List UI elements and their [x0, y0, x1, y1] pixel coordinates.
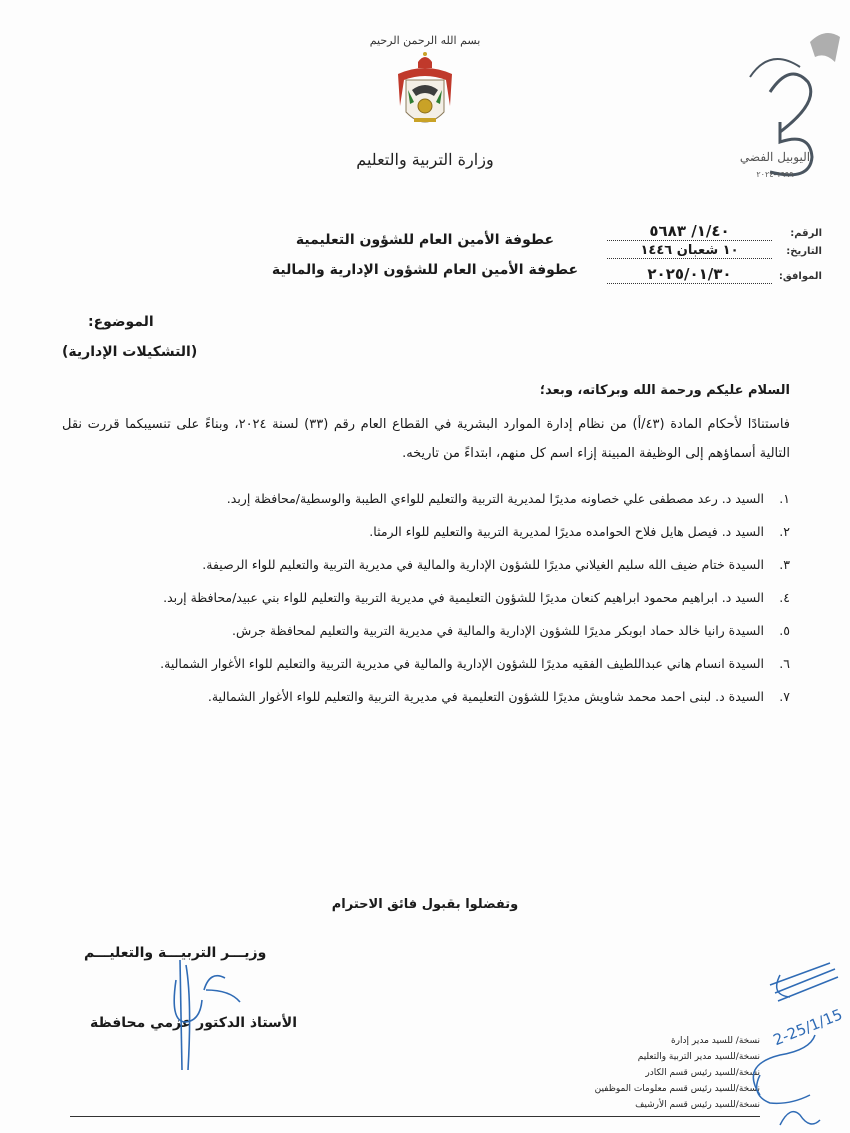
copies-list	[595, 1033, 760, 1113]
gregorian-date-label: الموافق:	[778, 271, 822, 282]
copy-recipient: نسخة/ للسيد مدير إدارة	[670, 1036, 760, 1046]
annotation-date: 2-25/1/15	[770, 1005, 845, 1050]
closing-line: وتفضلوا بقبول فائق الاحترام	[331, 897, 519, 912]
list-item	[62, 581, 790, 614]
signatory-title: وزيـــر التربيـــة والتعليـــم	[84, 945, 267, 961]
greeting: السلام عليكم ورحمة الله وبركاته، وبعد؛	[539, 383, 790, 398]
ministry-name: وزارة التربية والتعليم	[356, 150, 494, 169]
gregorian-date-row	[607, 265, 822, 284]
item-text: السيد د. رعد مصطفى علي خصاونه مديرًا لمديرية التربية والتعليم للواءي الطيبة والوسطية/محافظة إربد.	[226, 491, 764, 506]
subject-label: الموضوع:	[88, 314, 154, 330]
list-item	[62, 482, 790, 515]
handwritten-signature-icon	[140, 960, 250, 1070]
jubilee-years: ١٩٩٩-٢٠٢٤	[756, 170, 794, 179]
addressee-1: عطوفة الأمين العام للشؤون التعليمية	[295, 232, 555, 248]
basmala: بسم الله الرحمن الرحيم	[369, 34, 481, 47]
jordan-coat-of-arms-icon	[390, 50, 460, 145]
copy-recipient: نسخة/للسيد رئيس قسم الأرشيف	[635, 1100, 760, 1110]
item-text: السيد د. ابراهيم محمود ابراهيم كنعان مديرًا للشؤون التعليمية في مديرية التربية والتعليم للواء بني عبيد/محافظة إربد.	[163, 590, 764, 605]
handwritten-annotation-icon	[740, 955, 850, 1133]
hijri-date-label: التاريخ:	[786, 246, 822, 257]
silver-jubilee-logo-icon	[730, 22, 845, 192]
item-text: السيد د. فيصل هايل فلاح الحوامده مديرًا لمديرية التربية والتعليم للواء الرمثا.	[369, 524, 764, 539]
item-text: السيدة ختام ضيف الله سليم الغيلاني مديرًا للشؤون الإدارية والمالية في مديرية التربية والتعليم للواء الرصيفة.	[202, 557, 764, 572]
intro-paragraph: فاستنادًا لأحكام المادة (٤٣/أ) من نظام إدارة الموارد البشرية في القطاع العام رقم (٣٣) لسنة ٢٠٢٤، وبناءً على تنسيبكما قررت نقل التالية أسماؤهم إلى الوظيفة المبينة إزاء اسم كل منهم، ابتداءً من تاريخه.	[62, 417, 790, 461]
list-item	[62, 548, 790, 581]
footer-divider	[70, 1116, 760, 1117]
addressee-2: عطوفة الأمين العام للشؤون الإدارية والمالية	[271, 262, 579, 278]
jubilee-label: اليوبيل الفضي	[739, 150, 811, 164]
list-item	[62, 614, 790, 647]
item-number: ٥.	[779, 623, 790, 638]
reference-number-row	[607, 222, 822, 241]
reference-number-value: ١/٤٠/ ٥٦٨٣	[607, 222, 772, 241]
item-text: السيدة د. لبنى احمد محمد شاويش مديرًا للشؤون التعليمية في مديرية التربية والتعليم للواء الأغوار الشمالية.	[207, 689, 764, 704]
list-item	[62, 680, 790, 713]
copy-recipient: نسخة/للسيد رئيس قسم الكادر	[645, 1068, 760, 1078]
transfer-list	[62, 482, 790, 713]
hijri-date-row	[607, 243, 822, 259]
item-number: ٤.	[779, 590, 790, 605]
item-number: ١.	[779, 491, 790, 506]
signatory-name: الأستاذ الدكتور عزمي محافظة	[90, 1015, 298, 1031]
item-number: ٦.	[779, 656, 790, 671]
subject-value: (التشكيلات الإدارية)	[62, 344, 198, 360]
list-item	[62, 515, 790, 548]
item-text: السيدة انسام هاني عبداللطيف الفقيه مديرًا للشؤون الإدارية والمالية في مديرية التربية والتعليم للواء الأغوار الشمالية.	[160, 656, 764, 671]
copy-recipient: نسخة/للسيد رئيس قسم معلومات الموظفين	[594, 1084, 760, 1094]
item-number: ٧.	[779, 689, 790, 704]
item-number: ٣.	[779, 557, 790, 572]
hijri-date-value: ١٠ شعبان ١٤٤٦	[607, 243, 772, 259]
copy-recipient: نسخة/للسيد مدير التربية والتعليم	[637, 1052, 760, 1062]
list-item	[62, 647, 790, 680]
gregorian-date-value: ٢٠٢٥/٠١/٣٠	[607, 265, 772, 284]
item-text: السيدة رانيا خالد حماد ابوبكر مديرًا للشؤون الإدارية والمالية في مديرية التربية والتعليم لمحافظة جرش.	[232, 623, 764, 638]
item-number: ٢.	[779, 524, 790, 539]
reference-number-label: الرقم:	[790, 228, 822, 239]
